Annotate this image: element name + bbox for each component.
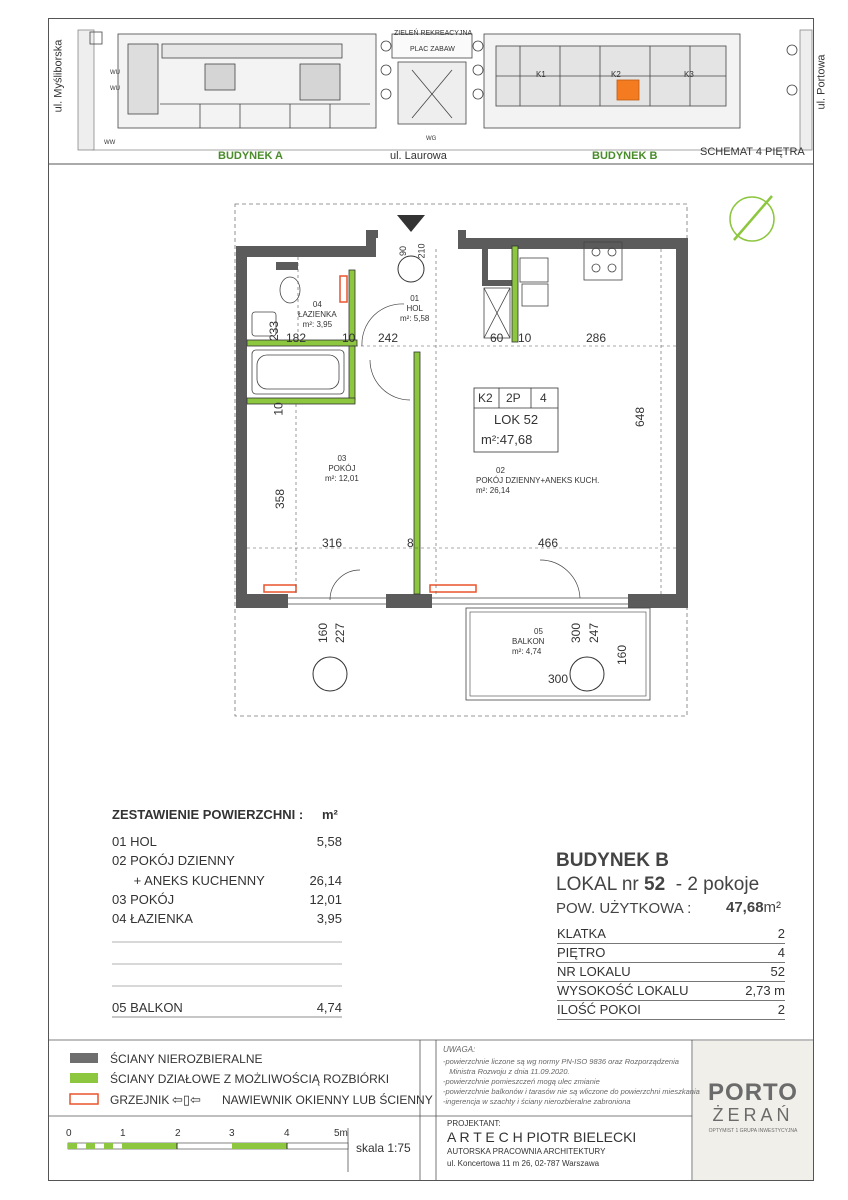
dim-466: 466 — [538, 536, 559, 550]
dim-10c: 10 — [271, 402, 286, 416]
scale-label: skala 1:75 — [356, 1141, 411, 1155]
dim-358: 358 — [273, 488, 288, 510]
summary-row-3: + ANEKS KUCHENNY 26,14 — [112, 873, 342, 888]
dim-10a: 10 — [342, 331, 356, 345]
notes-line-5: -ingerencja w szachty i ściany nierozbieralne zabroniona — [443, 1097, 631, 1106]
floor-plan — [235, 204, 688, 716]
legend-radiator: GRZEJNIK — [110, 1093, 170, 1107]
info-row-nr: NR LOKALU 52 — [557, 964, 785, 982]
wu-label-1: WU — [110, 70, 120, 76]
dim-60: 60 — [490, 331, 504, 345]
unit-pow-label: POW. UŻYTKOWA : — [556, 900, 692, 917]
badge-area: m²:47,68 — [481, 432, 533, 447]
notes-line-2: Ministra Rozwoju z dnia 11.09.2020. — [443, 1067, 570, 1076]
street-right-label: ul. Portowa — [815, 54, 828, 110]
dim-247: 247 — [587, 622, 602, 644]
notes-title: UWAGA: — [443, 1045, 476, 1054]
building-b-label: BUDYNEK B — [592, 150, 658, 162]
room-02: 02 POKÓJ DZIENNY+ANEKS KUCH. m²: 26,14 — [476, 466, 600, 495]
summary-row-6: 05 BALKON 4,74 — [112, 1000, 342, 1015]
scale-bar — [68, 1143, 348, 1149]
dim-242: 242 — [378, 331, 399, 345]
compass-icon — [730, 196, 774, 241]
unit-lokal: LOKAL nr 52 - 2 pokoje — [556, 874, 760, 895]
dim-90: 90 — [398, 245, 409, 257]
designer-subtitle: AUTORSKA PRACOWNIA ARCHITEKTURY — [447, 1147, 606, 1156]
summary-row-5: 04 ŁAZIENKA 3,95 — [112, 911, 342, 926]
dim-160a: 160 — [316, 622, 331, 644]
legend-walls-fixed: ŚCIANY NIEROZBIERALNE — [110, 1052, 263, 1066]
room-01: 01 HOL m²: 5,58 — [400, 294, 430, 323]
notes-line-4: -powierzchnie balkonów i tarasów nie są wliczone do powierzchni mieszkania — [443, 1087, 700, 1096]
stair-k2-label: K2 — [611, 70, 621, 79]
legend-vent: NAWIEWNIK OKIENNY LUB ŚCIENNY — [222, 1093, 433, 1107]
summary-row-4: 03 POKÓJ 12,01 — [112, 892, 342, 907]
info-row-rooms: ILOŚĆ POKOI 2 — [557, 1002, 785, 1020]
unit-pow-value: 47,68m² — [726, 899, 782, 916]
badge-floor: 4 — [540, 391, 547, 405]
room-03: 03 POKÓJ m²: 12,01 — [325, 454, 359, 483]
info-row-klatka: KLATKA 2 — [557, 926, 785, 944]
notes-line-1: -powierzchnie liczone są wg normy PN-ISO 9836 oraz Rozporządzenia — [443, 1057, 679, 1066]
summary-row-2: 02 POKÓJ DZIENNY — [112, 853, 235, 868]
scheme-label: SCHEMAT 4 PIĘTRA — [700, 146, 805, 158]
wg-label: WG — [426, 136, 437, 142]
designer-address: ul. Koncertowa 11 m 26, 02-787 Warszawa — [447, 1159, 600, 1168]
dim-300a: 300 — [569, 622, 584, 644]
scale-tick-4: 4 — [284, 1128, 290, 1139]
scale-tick-1: 1 — [120, 1128, 126, 1139]
dim-300b: 300 — [548, 672, 569, 686]
logo: PORTO ŻERAŃ OPTYMIST 1 GRUPA INWESTYCYJNA — [708, 1079, 798, 1134]
dim-233: 233 — [267, 320, 282, 342]
dim-648: 648 — [633, 406, 648, 428]
scale-tick-5: 5m — [334, 1128, 348, 1139]
unit-building: BUDYNEK B — [556, 850, 669, 871]
building-a-label: BUDYNEK A — [218, 150, 283, 162]
dim-210: 210 — [416, 243, 427, 259]
badge-unit: LOK 52 — [494, 412, 539, 427]
street-bottom-label: ul. Laurowa — [390, 150, 447, 162]
wu-label-2: WU — [110, 86, 120, 92]
scale-tick-3: 3 — [229, 1128, 235, 1139]
fixed-walls — [236, 230, 688, 608]
ww-label: WW — [104, 140, 116, 146]
summary-unit: m² — [322, 807, 338, 822]
dim-316: 316 — [322, 536, 343, 550]
legend-vent-arrow-icon: ⇦▯⇦ — [172, 1092, 201, 1107]
street-left-label: ul. Myśliborska — [52, 39, 65, 113]
stair-k1-label: K1 — [536, 70, 546, 79]
dim-8: 8 — [407, 536, 414, 550]
badge-stair: K2 — [478, 391, 493, 405]
dim-182: 182 — [286, 331, 307, 345]
room-05: 05 BALKON m²: 4,74 — [512, 627, 545, 656]
designer-label: PROJEKTANT: — [447, 1119, 501, 1128]
info-row-height: WYSOKOŚĆ LOKALU 2,73 m — [557, 983, 785, 1001]
scale-tick-2: 2 — [175, 1128, 181, 1139]
legend-walls-partition: ŚCIANY DZIAŁOWE Z MOŻLIWOŚCIĄ ROZBIÓRKI — [110, 1072, 390, 1086]
badge-type: 2P — [506, 391, 521, 405]
summary-row-1: 01 HOL 5,58 — [112, 834, 342, 849]
dim-227: 227 — [333, 622, 348, 644]
green-area-label: ZIELEŃ REKREACYJNA — [394, 30, 473, 37]
stair-k3-label: K3 — [684, 70, 694, 79]
designer-firm: A R T E C H PIOTR BIELECKI — [447, 1129, 637, 1145]
info-row-pietro: PIĘTRO 4 — [557, 945, 785, 963]
playground-label: PLAC ZABAW — [410, 46, 455, 53]
notes-line-3: -powierzchnie pomieszczeń mogą ulec zmianie — [443, 1077, 600, 1086]
room-04: 04 ŁAZIENKA m²: 3,95 — [298, 300, 337, 329]
dim-160b: 160 — [615, 644, 630, 666]
summary-title: ZESTAWIENIE POWIERZCHNI : — [112, 807, 304, 822]
dim-10b: 10 — [518, 331, 532, 345]
partition-walls — [247, 246, 518, 594]
scale-tick-0: 0 — [66, 1128, 72, 1139]
dim-286: 286 — [586, 331, 607, 345]
